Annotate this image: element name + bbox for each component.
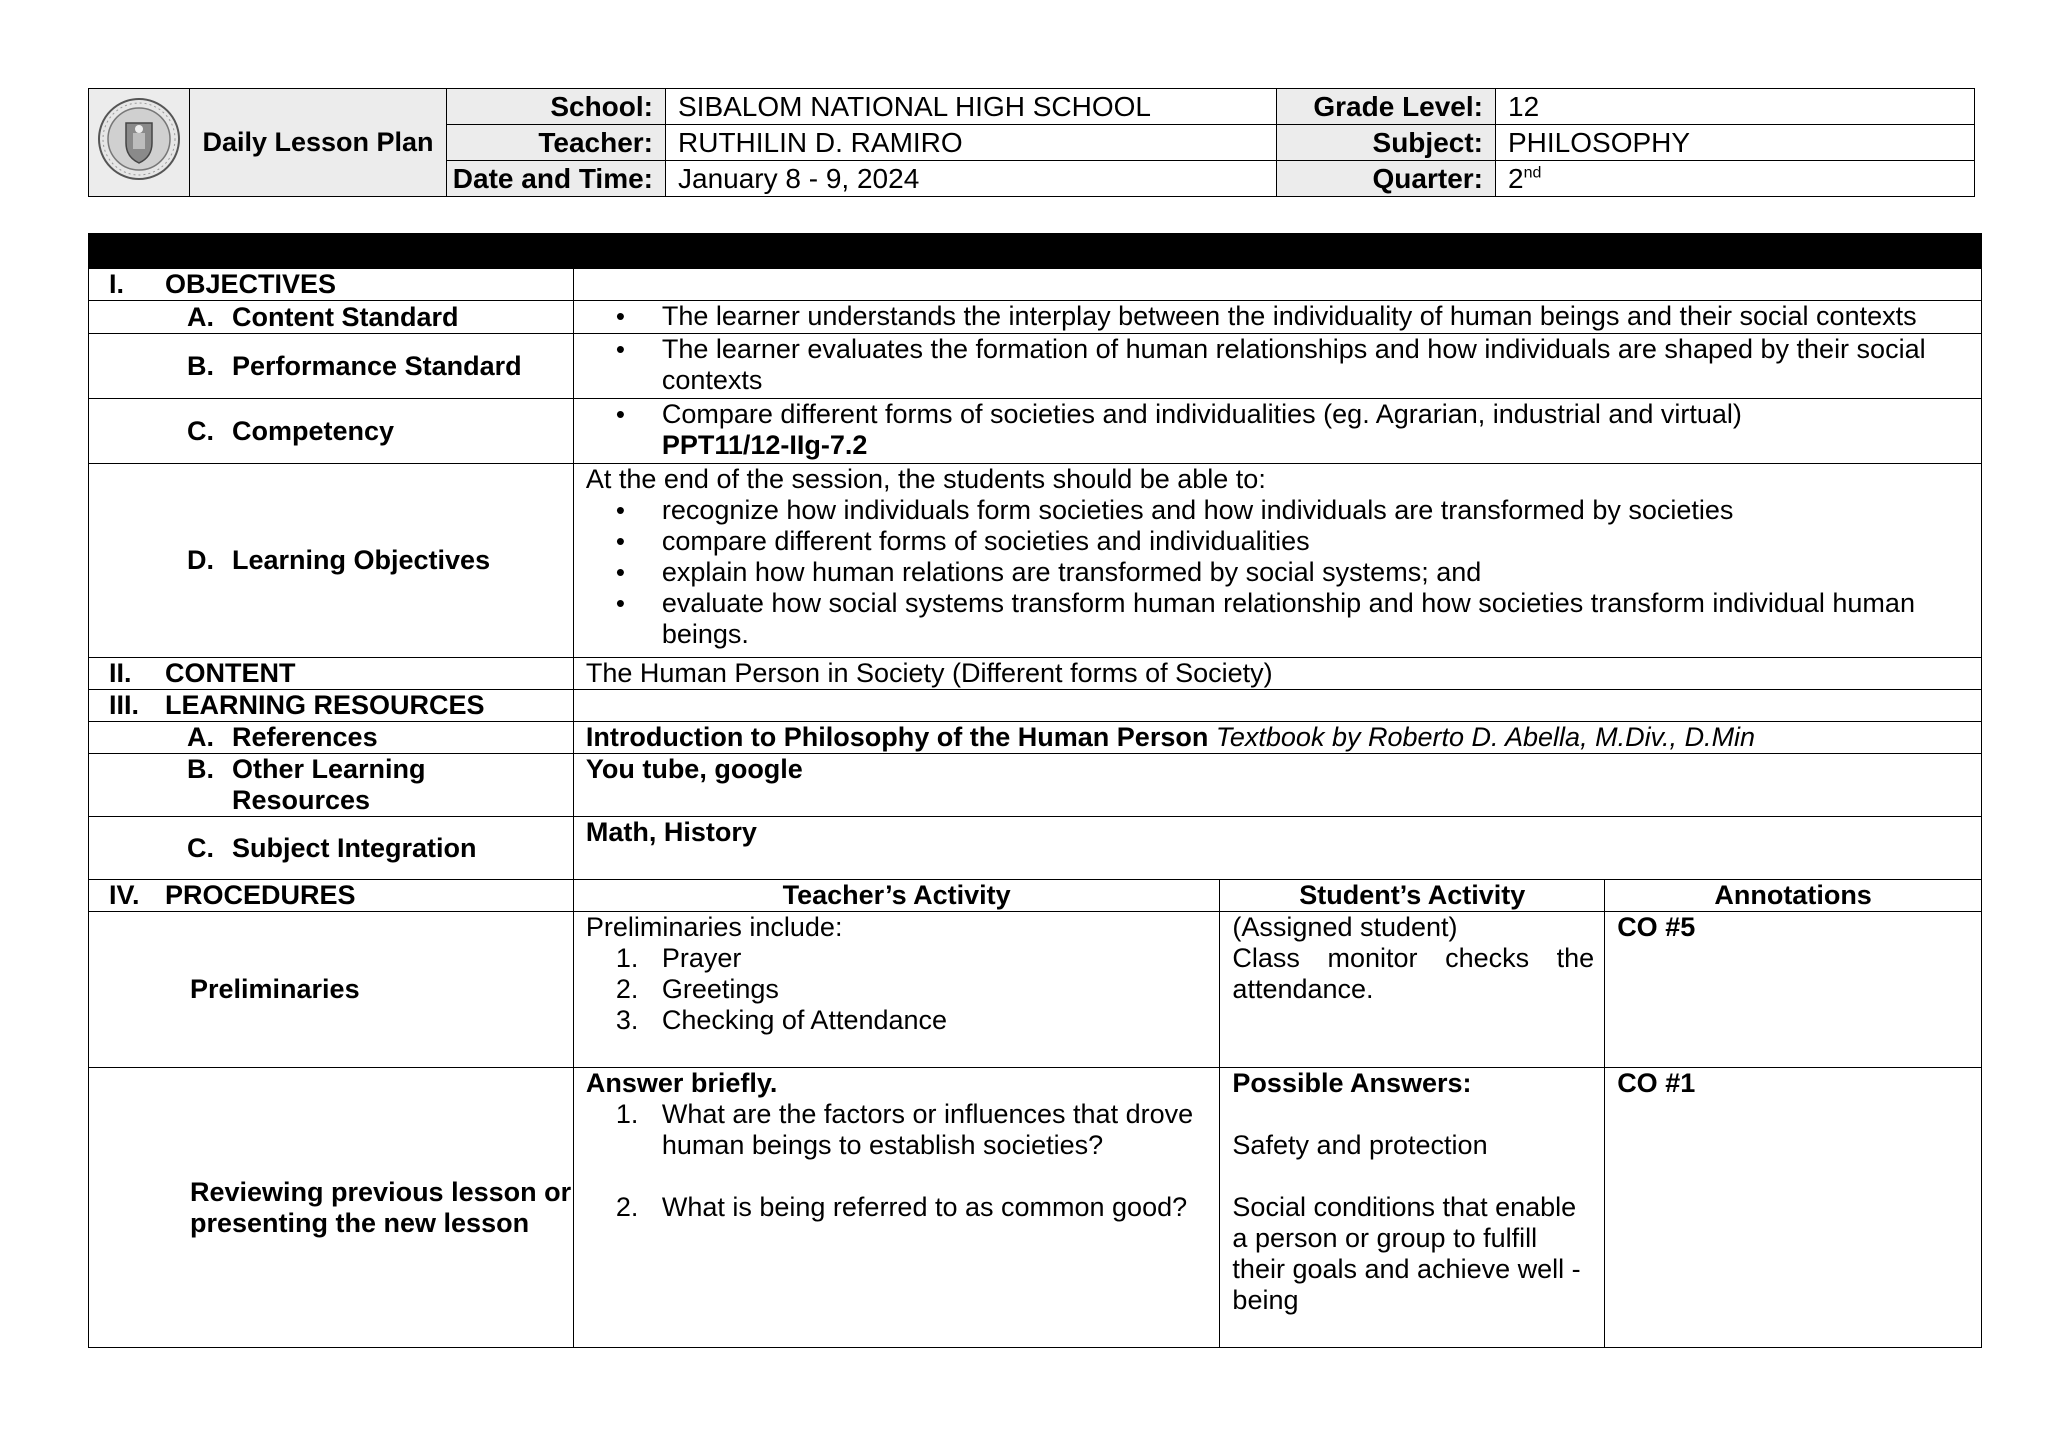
subject-integration-text: Math, History (573, 817, 1981, 880)
list-item: • recognize how individuals form societies and how individuals are transformed by societies (574, 495, 1971, 526)
performance-standard-cell (573, 334, 1981, 399)
black-header-bar (89, 234, 1982, 269)
objectives-heading: I. OBJECTIVES (89, 269, 574, 301)
reference-author: Textbook by Roberto D. Abella, M.Div., D.Min (1215, 722, 1756, 752)
performance-standard-text: • The learner evaluates the formation of human relationships and how individuals are shaped by their social contexts (574, 334, 1981, 396)
learning-resources-empty (573, 690, 1981, 722)
preliminaries-list (574, 943, 1210, 1036)
teacher-label: Teacher: (447, 125, 666, 161)
review-intro: Answer briefly. (585, 1068, 778, 1098)
learning-objectives-list (574, 495, 1971, 650)
content-standard-text: • The learner understands the interplay between the individuality of human beings and their social contexts (574, 301, 1981, 332)
list-item: • explain how human relations are transformed by social systems; and (574, 557, 1971, 588)
grade-level-value: 12 (1496, 89, 1975, 125)
objectives-empty (573, 269, 1981, 301)
preliminaries-teacher-cell (573, 912, 1220, 1068)
procedures-heading: IV. PROCEDURES (89, 880, 574, 912)
preliminaries-student-cell (1220, 912, 1605, 1068)
grade-level-label: Grade Level: (1277, 89, 1496, 125)
content-standard-label: A. Content Standard (89, 301, 574, 334)
list-item: 1. Prayer (615, 943, 742, 973)
learning-objectives-intro: At the end of the session, the students should be able to: (585, 464, 1266, 494)
list-item: • evaluate how social systems transform human relationship and how societies transform individual human beings. (574, 588, 1971, 650)
deped-seal (89, 89, 190, 197)
learning-resources-heading: III. LEARNING RESOURCES (89, 690, 574, 722)
subject-integration-label: C. Subject Integration (89, 817, 574, 880)
other-resources-text: You tube, google (573, 754, 1981, 817)
table-row (89, 1068, 1982, 1348)
preliminaries-student-line2: Class monitor checks the attendance. (1232, 943, 1595, 1004)
preliminaries-annotation: CO #5 (1605, 912, 1982, 1068)
list-item: 2. What is being referred to as common good? (615, 1192, 1188, 1222)
competency-cell (573, 399, 1981, 464)
learning-objectives-cell (573, 464, 1981, 658)
competency-text: • Compare different forms of societies and individualities (eg. Agrarian, industrial and virtual) PPT11/12-IIg-7.2 (574, 399, 1981, 461)
header-table (88, 88, 1975, 197)
lesson-plan-table (88, 233, 1982, 1348)
teacher-value: RUTHILIN D. RAMIRO (666, 125, 1277, 161)
other-resources-label: B. Other Learning Resources (89, 754, 574, 817)
competency-code: PPT11/12-IIg-7.2 (661, 430, 868, 460)
content-heading: II. CONTENT (89, 658, 574, 690)
competency-label: C. Competency (89, 399, 574, 464)
review-questions (574, 1099, 1210, 1223)
subject-label: Subject: (1277, 125, 1496, 161)
review-annotation: CO #1 (1605, 1068, 1982, 1348)
preliminaries-label: Preliminaries (89, 912, 574, 1068)
list-item: 1. What are the factors or influences that drove human beings to establish societies? (615, 1099, 1194, 1160)
possible-answers-title: Possible Answers: (1232, 1068, 1472, 1098)
spacer (574, 1161, 1210, 1192)
review-label: Reviewing previous lesson or presenting the new lesson (89, 1068, 574, 1348)
quarter-value: 2nd (1496, 161, 1975, 197)
table-row (89, 912, 1982, 1068)
references-label: A. References (89, 722, 574, 754)
date-time-value: January 8 - 9, 2024 (666, 161, 1277, 197)
review-student-cell (1220, 1068, 1605, 1348)
list-item: 3. Checking of Attendance (615, 1005, 948, 1035)
list-item: 2. Greetings (615, 974, 779, 1004)
references-cell (573, 722, 1981, 754)
plan-title: Daily Lesson Plan (190, 89, 447, 197)
performance-standard-label: B. Performance Standard (89, 334, 574, 399)
review-teacher-cell (573, 1068, 1220, 1348)
teacher-activity-header: Teacher’s Activity (573, 880, 1220, 912)
content-standard-cell (573, 301, 1981, 334)
reference-book-title: Introduction to Philosophy of the Human Person (585, 722, 1209, 752)
annotations-header: Annotations (1605, 880, 1982, 912)
deped-seal-icon (96, 89, 182, 189)
date-time-label: Date and Time: (447, 161, 666, 197)
subject-value: PHILOSOPHY (1496, 125, 1975, 161)
answer-2: Social conditions that enable a person or group to fulfill their goals and achieve well - being (1232, 1192, 1581, 1315)
list-item: • compare different forms of societies and individualities (574, 526, 1971, 557)
preliminaries-student-line1: (Assigned student) (1232, 912, 1458, 942)
preliminaries-intro: Preliminaries include: (585, 912, 843, 942)
learning-objectives-label: D. Learning Objectives (89, 464, 574, 658)
student-activity-header: Student’s Activity (1220, 880, 1605, 912)
quarter-label: Quarter: (1277, 161, 1496, 197)
content-text: The Human Person in Society (Different forms of Society) (573, 658, 1981, 690)
school-label: School: (447, 89, 666, 125)
school-value: SIBALOM NATIONAL HIGH SCHOOL (666, 89, 1277, 125)
answer-1: Safety and protection (1232, 1130, 1488, 1160)
